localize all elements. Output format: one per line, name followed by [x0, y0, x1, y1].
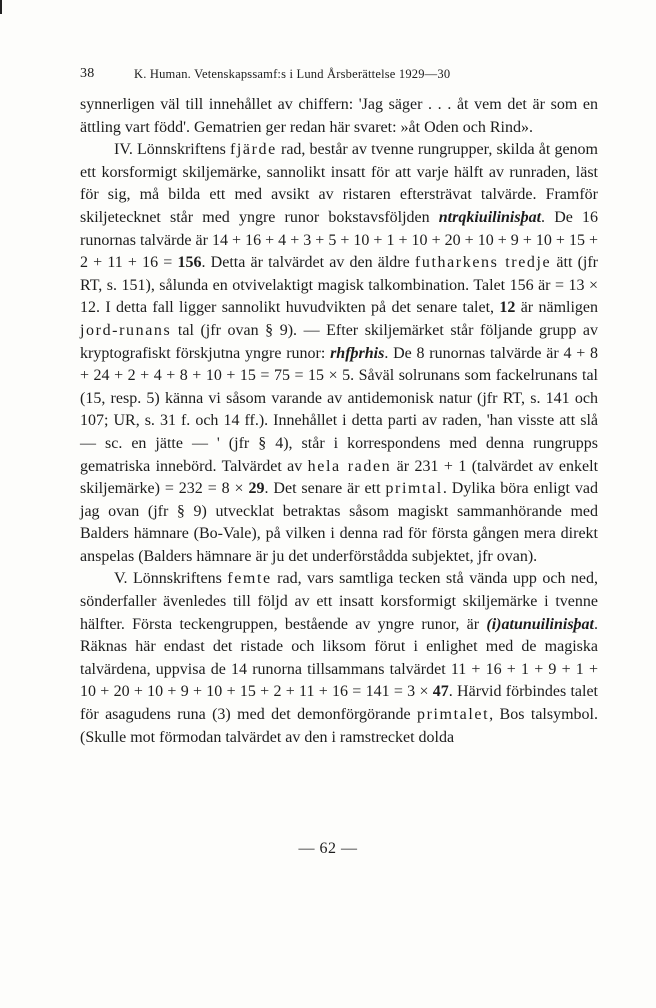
running-title: K. Human. Vetenskapssamf:s i Lund Årsberättelse 1929—30 — [134, 67, 451, 81]
text-run: V. Lönnskriftens — [114, 570, 228, 588]
text-run: är nämligen — [515, 299, 598, 317]
rune-transliteration: rhfþrhis — [330, 344, 385, 362]
text-run: . Räknas här endast det ristade och liksom förut i enlighet med de magiska talvärdena, uppvisa de 14 runorna tillsammans talvärdet 11 + 16 + 1 + 9 + 1 + 10 + 20 + 10 + 9 + 10 + 15 + 2 + 11 + 16 = 141 = 3 × — [80, 615, 598, 701]
page-edge-mark — [0, 0, 2, 14]
text-run: . De 8 runornas talvärde är 4 + 8 + 24 + 2 + 4 + 8 + 10 + 15 = 75 = 15 × 5. Såväl solrunans som fackelrunans tal (15, resp. 5) känna vi såsom varande av antidemonisk natur (jfr RT, s. 141 och 107; UR, s. 31 f. och 14 ff.). Innehållet i detta parti av raden, 'han visste att slå — sc. en jätte — ' (jfr § 4), står i korrespondens med denna rungrupps gematriska innebörd. Talvärdet av — [80, 344, 598, 475]
text-run: . Dylika böra enligt vad jag ovan (jfr § 9) utvecklat betraktas såsom magiskt sammanhörande med Balders hämnare (Bo-Vale), på vilken i denna rad för första gången mera direkt anspelas (Balders hämnare är ju det underförstådda subjektet, jfr ovan). — [80, 480, 599, 565]
bold-number: 156 — [177, 254, 202, 272]
text-run: tal (jfr ovan § 9). — Efter skiljemärket står följande grupp av kryptografiskt förskjutna yngre runor: — [80, 321, 598, 362]
page-folio: — 62 — — [298, 840, 358, 857]
text-run: rad, vars samtliga tecken stå vända upp och ned, sönderfaller ävenledes till följd av ett insatt korsformigt skiljemärke i tvenne hälfter. Första teckengruppen, bestående av yngre runor, är — [80, 570, 598, 633]
text-run: . Det senare är ett — [264, 480, 386, 498]
paragraph-section-v — [80, 568, 598, 749]
emphasis-spaced: femte — [227, 570, 272, 588]
text-run: . De 16 runornas talvärde är 14 + 16 + 4 + 3 + 5 + 10 + 1 + 10 + 20 + 10 + 9 + 10 + 15 + 2 + 11 + 16 = — [80, 208, 598, 272]
paragraph-1: synnerligen väl till innehållet av chiffern: 'Jag säger . . . åt vem det är som en ättling vart född'. Gematrien ger redan här svaret: »åt Oden och Rind». — [80, 96, 598, 136]
emphasis-spaced: fjärde — [229, 141, 277, 159]
text-run: ätt (jfr RT, s. 151), sålunda en otvivelaktigt magisk talkombination. Talet 156 är = 13 × 12. I detta fall ligger sannolikt huvudvikten på det senare talet, — [80, 254, 599, 317]
bold-number: 47 — [432, 683, 449, 701]
text-run: . Detta är talvärdet av den äldre — [201, 254, 415, 272]
text-run: IV. Lönnskriftens — [114, 141, 230, 159]
bold-number: 12 — [499, 299, 516, 317]
rune-transliteration: (i)atunuilinisþat — [486, 615, 594, 633]
bold-number: 29 — [248, 480, 265, 498]
text-run: , Bos talsymbol. (Skulle mot förmodan talvärdet av den i ramstrecket dolda — [80, 706, 598, 746]
text-run: är 231 + 1 (talvärdet av enkelt skiljemärke) = 232 = 8 × — [80, 457, 599, 498]
page-number: 38 — [80, 66, 95, 81]
emphasis-spaced: futharkens tredje — [414, 254, 552, 272]
text-run: . Härvid förbindes talet för asagudens runa (3) med det demonförgörande — [80, 683, 598, 724]
emphasis-spaced: primtalet — [416, 706, 490, 724]
paragraph-section-iv — [80, 139, 598, 568]
emphasis-spaced: primtal — [385, 480, 443, 498]
body-text — [80, 94, 598, 749]
emphasis-spaced: hela raden — [307, 457, 392, 475]
emphasis-spaced: jord-runans — [80, 321, 172, 339]
rune-transliteration: ntrqkiuilinisþat — [438, 208, 542, 226]
text-run: rad, består av tvenne rungrupper, skilda åt genom ett korsformigt skiljemärke, sannolikt insatt för att varje hälft av runraden, läst för sig, må bilda ett med avsikt av ristaren eftersträvat talvärde. Framför skiljetecknet står med yngre runor bokstavsföljden — [80, 141, 598, 226]
